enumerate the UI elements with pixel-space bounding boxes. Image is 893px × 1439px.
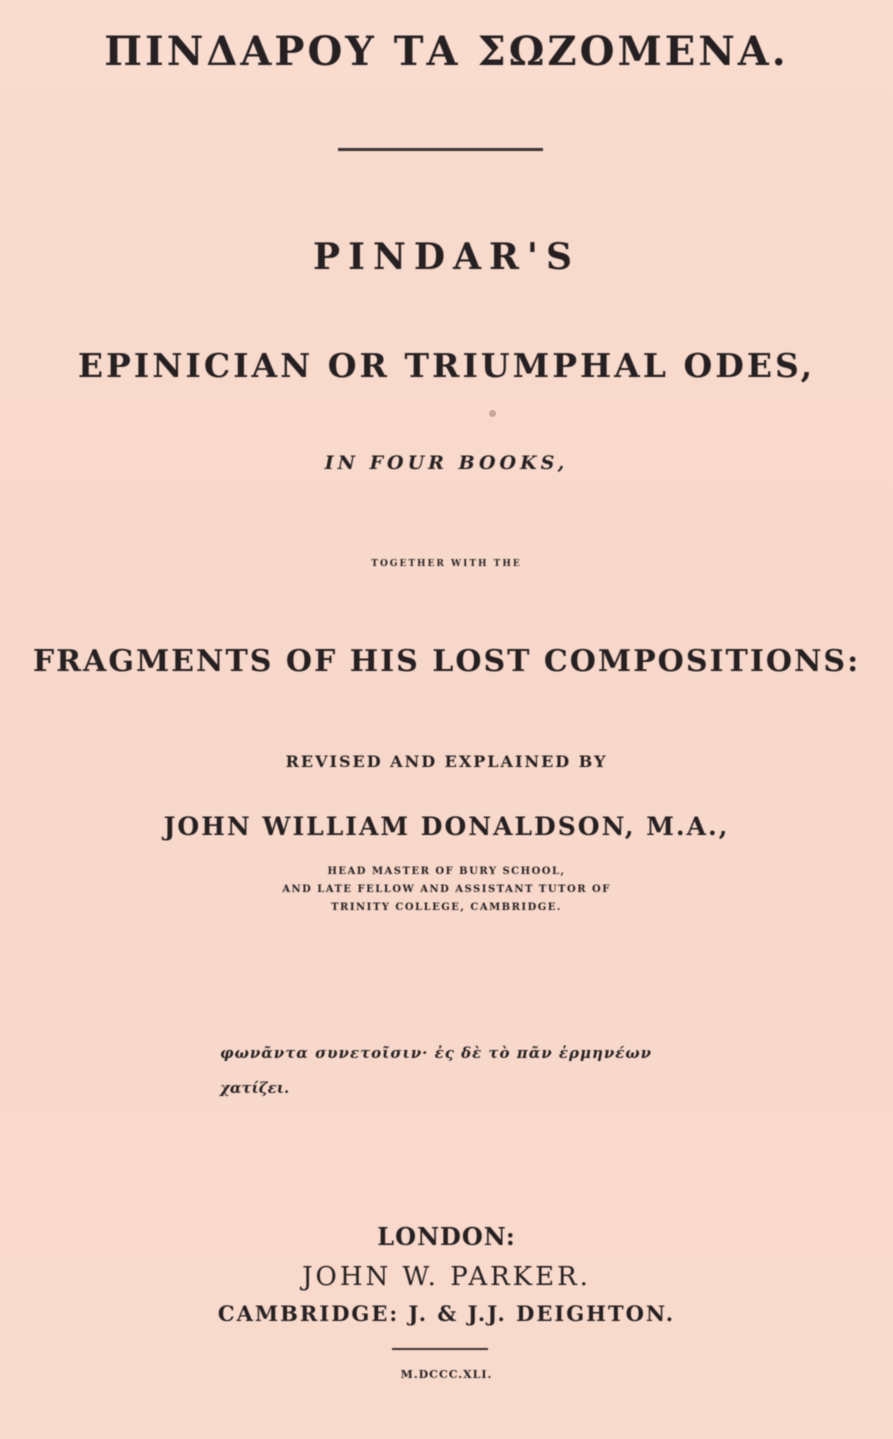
author-credential: AND LATE FELLOW AND ASSISTANT TUTOR OF (282, 884, 611, 895)
co-publisher: CAMBRIDGE: J. & J.J. DEIGHTON. (217, 1301, 676, 1326)
books-line: IN FOUR BOOKS, (324, 452, 569, 474)
fragments-line: FRAGMENTS OF HIS LOST COMPOSITIONS: (32, 644, 861, 679)
greek-epigraph-line-2: χατίζει. (220, 1079, 290, 1097)
publication-date: M.DCCC.XLI. (400, 1368, 493, 1381)
author-credential: HEAD MASTER OF BURY SCHOOL, (327, 866, 566, 877)
subtitle: EPINICIAN OR TRIUMPHAL ODES, (77, 346, 816, 385)
author-credential: TRINITY COLLEGE, CAMBRIDGE. (331, 902, 562, 913)
bottom-rule-divider (392, 1348, 488, 1350)
greek-title: ΠΙΝΔΑΡΟΥ ΤΑ ΣΩΖΟΜΕΝΑ. (104, 28, 789, 75)
together-with-line: TOGETHER WITH THE (371, 559, 522, 569)
top-rule-divider (338, 148, 543, 151)
author-name: JOHN WILLIAM DONALDSON, M.A., (163, 812, 730, 841)
publisher: JOHN W. PARKER. (302, 1262, 591, 1292)
ink-spot (489, 410, 496, 417)
imprint-city: LONDON: (377, 1222, 516, 1251)
main-title: PINDAR'S (313, 236, 580, 278)
revised-by-line: REVISED AND EXPLAINED BY (285, 752, 608, 771)
greek-epigraph-line-1: φωνᾶντα συνετοῖσιν· ἐς δὲ τὸ πᾶν ἑρμηνέων (220, 1044, 653, 1062)
